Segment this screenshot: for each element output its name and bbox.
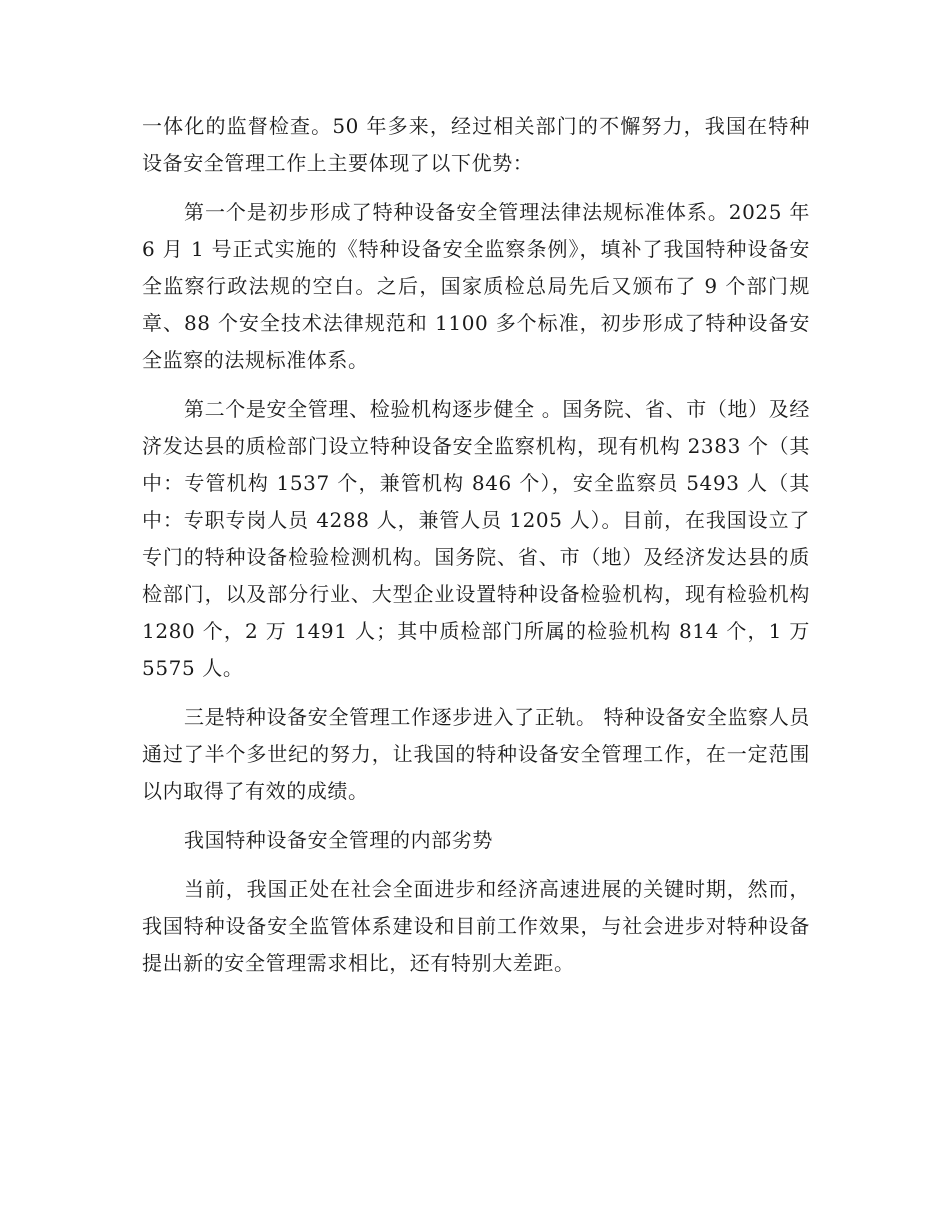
paragraph-4: 三是特种设备安全管理工作逐步进入了正轨。 特种设备安全监察人员通过了半个多世纪的努力，让我国的特种设备安全管理工作，在一定范围以内取得了有效的成绩。: [142, 705, 810, 803]
section-heading: 我国特种设备安全管理的内部劣势: [184, 828, 493, 852]
paragraph-3: 第二个是安全管理、检验机构逐步健全 。国务院、省、市（地）及经济发达县的质检部门设立特种设备安全监察机构，现有机构 2383 个（其中：专管机构 1537 个，兼管机构 846 个），安全监察员 5493 人（其中：专职专岗人员 4288 人，兼管人员 1205 人）。目前，在我国设立了专门的特种设备检验检测机构。国务院、省、市（地）及经济发达县的质检部门，以及部分行业、大型企业设置特种设备检验机构，现有检验机构 1280 个，2 万 1491 人；其中质检部门所属的检验机构 814 个，1 万 5575 人。: [142, 397, 810, 680]
paragraph-1: 一体化的监督检查。50 年多来，经过相关部门的不懈努力，我国在特种设备安全管理工作上主要体现了以下优势：: [142, 114, 810, 175]
paragraph-5: 当前，我国正处在社会全面进步和经济高速进展的关键时期，然而，我国特种设备安全监管体系建设和目前工作效果，与社会进步对特种设备提出新的安全管理需求相比，还有特别大差距。: [142, 877, 810, 975]
document-body: [142, 108, 810, 994]
paragraph-2: 第一个是初步形成了特种设备安全管理法律法规标准体系。2025 年 6 月 1 号正式实施的《特种设备安全监察条例》，填补了我国特种设备安全监察行政法规的空白。之后，国家质检总局先后又颁布了 9 个部门规章、88 个安全技术法律规范和 1100 多个标准，初步形成了特种设备安全监察的法规标准体系。: [142, 200, 810, 372]
